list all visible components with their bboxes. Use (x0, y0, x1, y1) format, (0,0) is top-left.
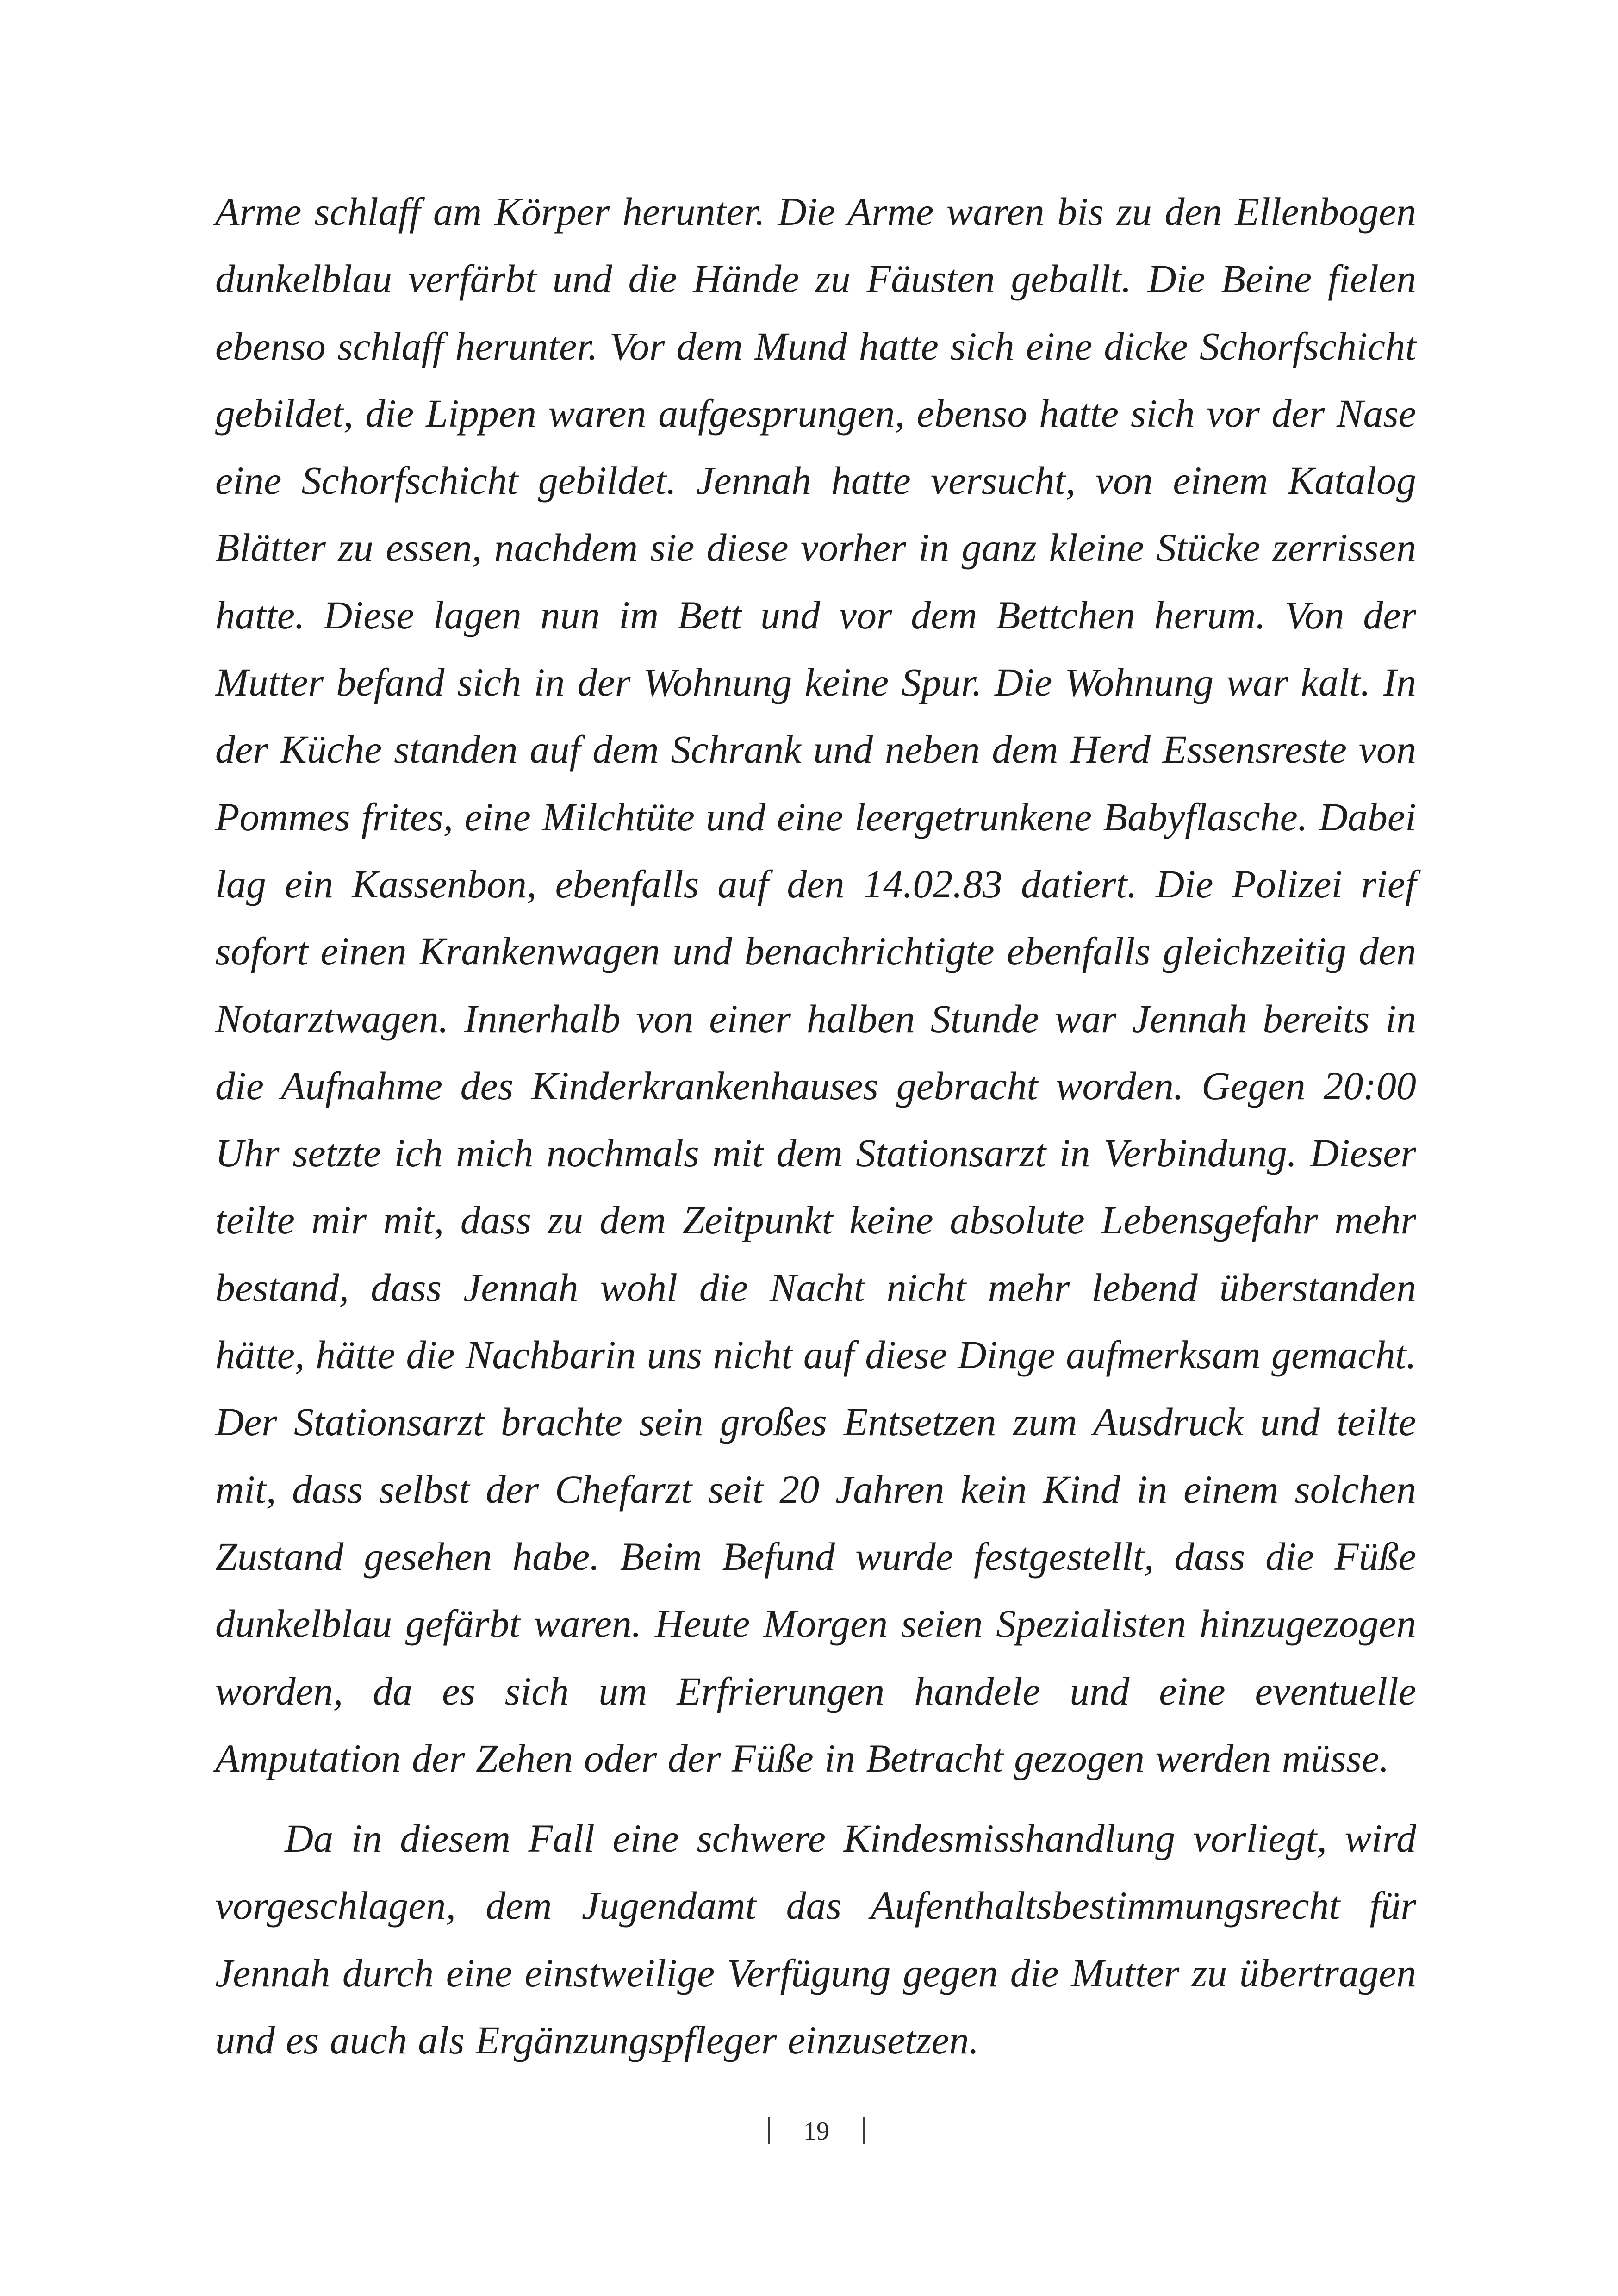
page-number: 19 (803, 2117, 829, 2146)
page-footer (0, 2113, 1618, 2154)
paragraph-2: Da in diesem Fall eine schwere Kindesmisshandlung vorliegt, wird vorgeschlagen, dem Jugendamt das Aufenthaltsbestimmungsrecht für Jennah durch eine einstweilige Verfügung gegen die Mutter zu übertragen und es auch als Ergänzungspfleger einzusetzen. (215, 1816, 1416, 2063)
right-divider (863, 2117, 865, 2144)
paragraph-1: Arme schlaff am Körper herunter. Die Arme waren bis zu den Ellenbogen dunkelblau verfärbt und die Hände zu Fäusten geballt. Die Beine fielen ebenso schlaff herunter. Vor dem Mund hatte sich eine dicke Schorfschicht gebildet, die Lippen waren aufgesprungen, ebenso hatte sich vor der Nase eine Schorfschicht gebildet. Jennah hatte versucht, von einem Katalog Blätter zu essen, nachdem sie diese vorher in ganz kleine Stücke zerrissen hatte. Diese lagen nun im Bett und vor dem Bettchen herum. Von der Mutter befand sich in der Wohnung keine Spur. Die Wohnung war kalt. In der Küche standen auf dem Schrank und neben dem Herd Essensreste von Pommes frites, eine Milchtüte und eine leergetrunkene Babyflasche. Dabei lag ein Kassenbon, ebenfalls auf den 14.02.83 datiert. Die Polizei rief sofort einen Krankenwagen und benachrichtigte ebenfalls gleichzeitig den Notarztwagen. Innerhalb von einer halben Stunde war Jennah bereits in die Aufnahme des Kinderkrankenhauses gebracht worden. Gegen 20:00 Uhr setzte ich mich nochmals mit dem Stationsarzt in Verbindung. Dieser teilte mir mit, dass zu dem Zeitpunkt keine absolute Lebensgefahr mehr bestand, dass Jennah wohl die Nacht nicht mehr lebend überstanden hätte, hätte die Nachbarin uns nicht auf diese Dinge aufmerksam gemacht. Der Stationsarzt brachte sein großes Entsetzen zum Ausdruck und teilte mit, dass selbst der Chefarzt seit 20 Jahren kein Kind in einem solchen Zustand gesehen habe. Beim Befund wurde festgestellt, dass die Füße dunkelblau gefärbt waren. Heute Morgen seien Spezialisten hinzugezogen worden, da es sich um Erfrierungen handele und eine eventuelle Amputation der Zehen oder der Füße in Betracht gezogen werden müsse. (215, 189, 1416, 1780)
body-text (215, 178, 1416, 2074)
